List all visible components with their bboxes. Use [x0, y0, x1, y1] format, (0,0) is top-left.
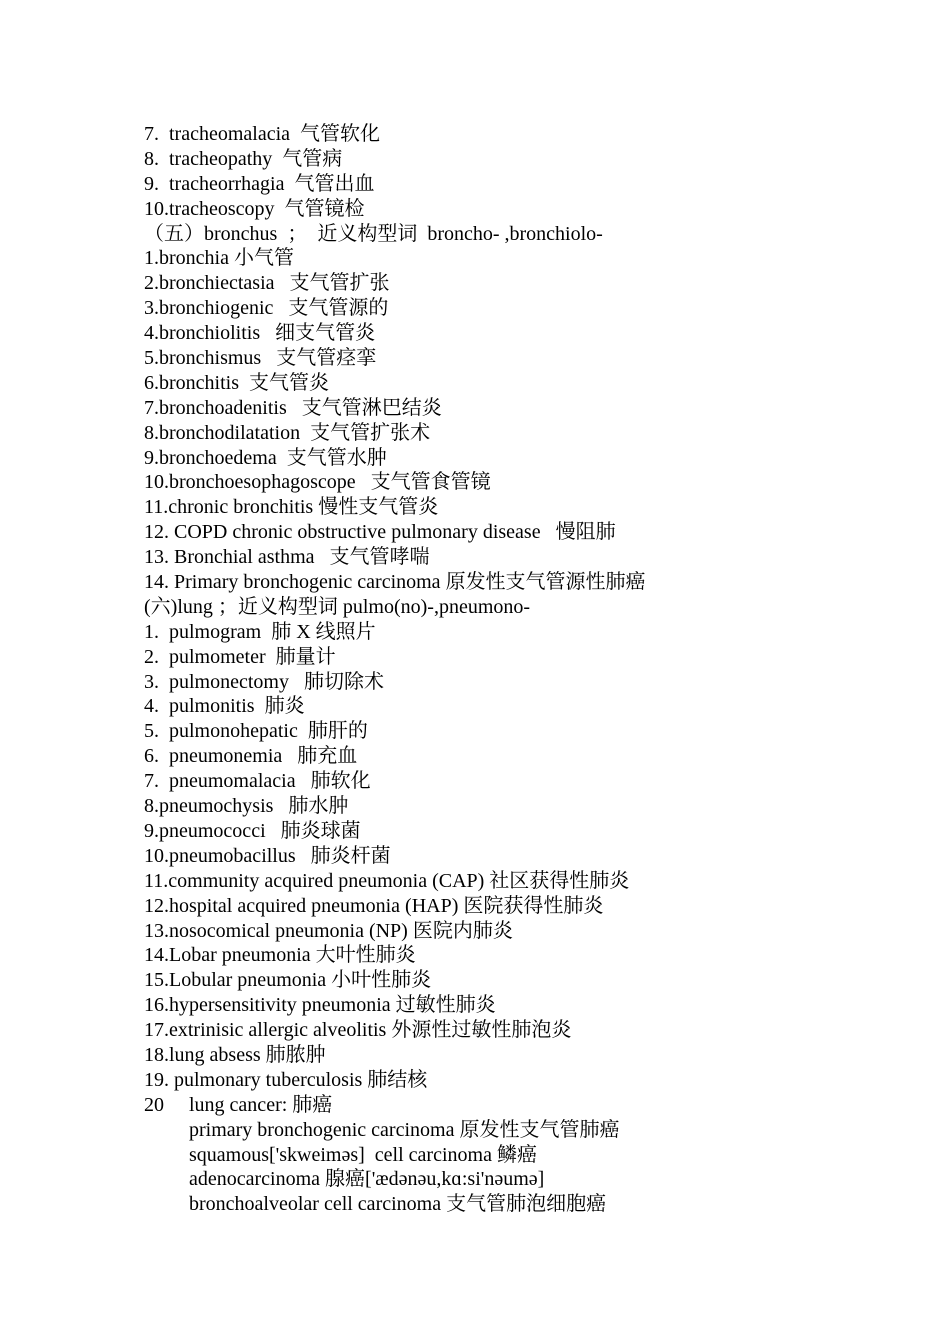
text-line: 16.hypersensitivity pneumonia 过敏性肺炎: [144, 994, 496, 1017]
section-heading-bronchus: （五）bronchus ； 近义构型词 broncho- ,bronchiolo-: [144, 222, 603, 245]
text-line: 8.bronchodilatation 支气管扩张术: [144, 421, 431, 444]
text-line: 2. pulmometer 肺量计: [144, 645, 336, 668]
indented-text-line: adenocarcinoma 腺癌['ædənəu,kɑ:si'nəumə]: [189, 1168, 545, 1191]
section-heading-lung: (六)lung ；近义构型词 pulmo(no)-,pneumono-: [144, 595, 531, 618]
text-line: 11.community acquired pneumonia (CAP) 社区获得性肺炎: [144, 869, 630, 892]
text-line: 1. pulmogram 肺 X 线照片: [144, 620, 376, 643]
text-line: 6. pneumonemia 肺充血: [144, 745, 358, 768]
text-line: 14.Lobar pneumonia 大叶性肺炎: [144, 944, 416, 967]
text-line: 9.bronchoedema 支气管水肿: [144, 446, 387, 469]
text-line: 4. pulmonitis 肺炎: [144, 695, 305, 718]
document-body: [144, 122, 864, 1217]
text-line: 5. pulmonohepatic 肺肝的: [144, 720, 368, 743]
text-line: 4.bronchiolitis 细支气管炎: [144, 322, 376, 345]
text-line: 20 lung cancer: 肺癌: [144, 1093, 333, 1116]
text-line: 12.hospital acquired pneumonia (HAP) 医院获得性肺炎: [144, 894, 604, 917]
text-line: 2.bronchiectasia 支气管扩张: [144, 272, 390, 295]
text-line: 3.bronchiogenic 支气管源的: [144, 297, 389, 320]
text-line: 7. tracheomalacia 气管软化: [144, 123, 381, 145]
text-line: 7. pneumomalacia 肺软化: [144, 770, 371, 793]
indented-text-line: squamous['skweiməs] cell carcinoma 鳞癌: [189, 1143, 537, 1166]
text-line: 6.bronchitis 支气管炎: [144, 371, 329, 394]
text-line: 5.bronchismus 支气管痉挛: [144, 347, 377, 370]
text-line: 12. COPD chronic obstructive pulmonary disease 慢阻肺: [144, 521, 616, 544]
text-line: 3. pulmonectomy 肺切除术: [144, 670, 384, 693]
text-line: 19. pulmonary tuberculosis 肺结核: [144, 1068, 428, 1091]
text-line: 7.bronchoadenitis 支气管淋巴结炎: [144, 396, 442, 419]
text-line: 14. Primary bronchogenic carcinoma 原发性支气管源性肺癌: [144, 571, 646, 594]
indented-text-line: bronchoalveolar cell carcinoma 支气管肺泡细胞癌: [189, 1193, 607, 1216]
text-line: 17.extrinisic allergic alveolitis 外源性过敏性肺泡炎: [144, 1019, 572, 1042]
text-line: 8. tracheopathy 气管病: [144, 147, 343, 170]
text-line: 10.tracheoscopy 气管镜检: [144, 197, 365, 220]
text-line: 9. tracheorrhagia 气管出血: [144, 172, 375, 195]
text-line: 13. Bronchial asthma 支气管哮喘: [144, 546, 430, 569]
text-line: 10.pneumobacillus 肺炎杆菌: [144, 844, 391, 867]
text-line: 1.bronchia 小气管: [144, 247, 294, 270]
text-line: 10.bronchoesophagoscope 支气管食管镜: [144, 471, 491, 494]
text-line: 8.pneumochysis 肺水肿: [144, 795, 349, 818]
text-line: 9.pneumococci 肺炎球菌: [144, 819, 361, 842]
indented-text-line: primary bronchogenic carcinoma 原发性支气管肺癌: [189, 1118, 620, 1141]
text-line: 18.lung absess 肺脓肿: [144, 1043, 326, 1066]
text-line: 15.Lobular pneumonia 小叶性肺炎: [144, 969, 432, 992]
text-line: 11.chronic bronchitis 慢性支气管炎: [144, 496, 439, 519]
text-line: 13.nosocomical pneumonia (NP) 医院内肺炎: [144, 919, 513, 942]
